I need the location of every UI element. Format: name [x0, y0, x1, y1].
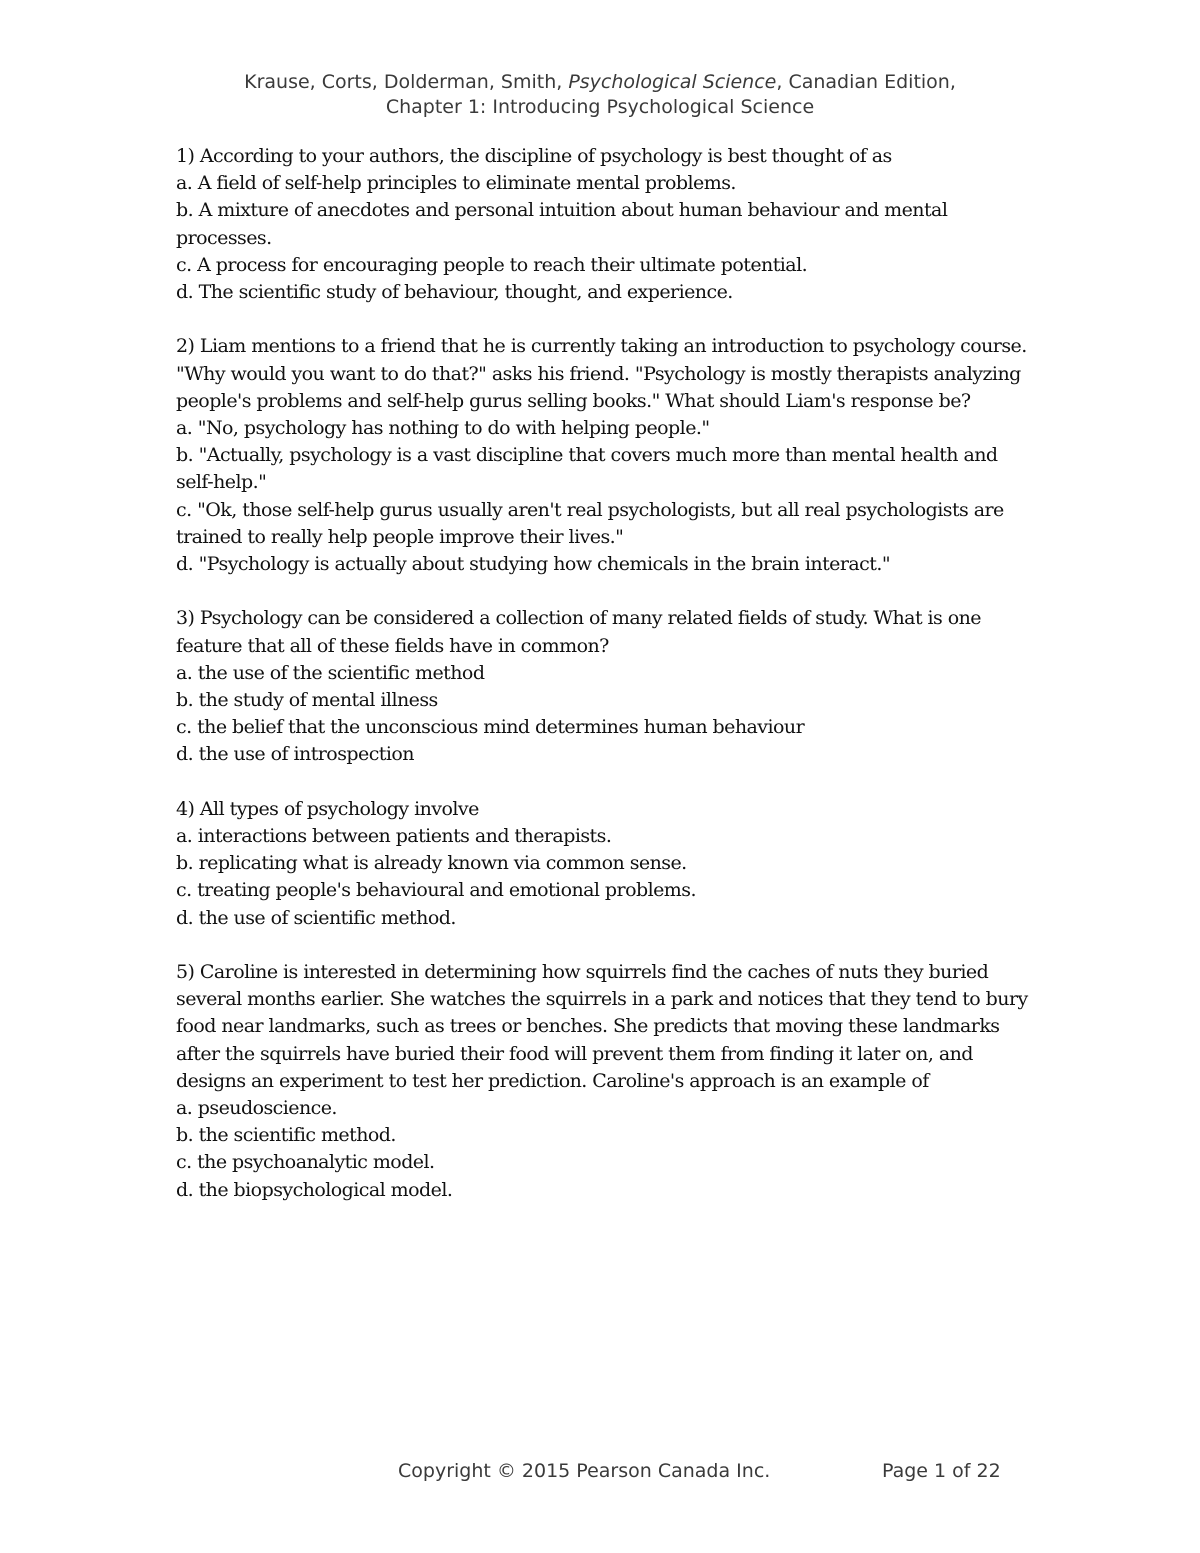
header-authors: Krause, Corts, Dolderman, Smith,: [244, 71, 569, 93]
question-list: [176, 143, 1036, 1231]
answer-option: b. the study of mental illness: [176, 689, 438, 712]
question-stem: 4) All types of psychology involve: [176, 797, 479, 820]
header-book-title: Psychological Science: [568, 71, 777, 93]
answer-option: a. pseudoscience.: [176, 1097, 337, 1120]
document-header: [0, 70, 1200, 120]
question-3: [176, 605, 1036, 768]
answer-option: c. the belief that the unconscious mind determines human behaviour: [176, 716, 805, 739]
answer-option: d. the use of introspection: [176, 743, 414, 766]
question-1: [176, 143, 1036, 306]
answer-option: b. the scientific method.: [176, 1124, 396, 1147]
answer-option: b. replicating what is already known via common sense.: [176, 852, 687, 875]
answer-option: a. the use of the scientific method: [176, 661, 485, 684]
header-citation-line: [0, 70, 1200, 95]
answer-option: a. interactions between patients and therapists.: [176, 825, 612, 848]
question-stem: 3) Psychology can be considered a collection of many related fields of study. What is one feature that all of these fields have in common?: [176, 607, 982, 657]
question-stem: 1) According to your authors, the discipline of psychology is best thought of as: [176, 145, 892, 167]
answer-option: b. A mixture of anecdotes and personal intuition about human behaviour and mental processes.: [176, 199, 948, 249]
question-4: [176, 796, 1036, 932]
document-footer: [0, 1458, 1200, 1484]
answer-option: c. "Ok, those self-help gurus usually aren't real psychologists, but all real psychologists are trained to really help people improve their lives.": [176, 498, 1004, 548]
answer-option: c. the psychoanalytic model.: [176, 1151, 435, 1174]
answer-option: d. "Psychology is actually about studying how chemicals in the brain interact.": [176, 553, 891, 576]
answer-option: d. the biopsychological model.: [176, 1178, 453, 1201]
header-chapter-title: Chapter 1: Introducing Psychological Science: [385, 96, 815, 118]
page-number: Page 1 of 22: [882, 1460, 1001, 1482]
answer-option: c. treating people's behavioural and emotional problems.: [176, 879, 696, 902]
answer-option: c. A process for encouraging people to reach their ultimate potential.: [176, 253, 808, 276]
question-stem: 5) Caroline is interested in determining how squirrels find the caches of nuts they buried several months earlier. She watches the squirrels in a park and notices that they tend to bury food near landmarks, such as trees or benches. She predicts that moving these landmarks after the squirrels have buried their food will prevent them from finding it later on, and designs an experiment to test her prediction. Caroline's approach is an example of: [176, 961, 1028, 1092]
copyright-notice: Copyright © 2015 Pearson Canada Inc.: [398, 1460, 771, 1482]
answer-option: d. The scientific study of behaviour, thought, and experience.: [176, 281, 733, 304]
question-2: [176, 333, 1036, 578]
header-edition: , Canadian Edition,: [776, 71, 956, 93]
answer-option: b. "Actually, psychology is a vast discipline that covers much more than mental health and self-help.": [176, 444, 998, 494]
answer-option: a. "No, psychology has nothing to do with helping people.": [176, 417, 710, 440]
answer-option: a. A field of self-help principles to eliminate mental problems.: [176, 172, 736, 195]
answer-option: d. the use of scientific method.: [176, 906, 456, 929]
question-5: [176, 959, 1036, 1204]
question-stem: 2) Liam mentions to a friend that he is currently taking an introduction to psychology course. "Why would you want to do that?" asks his friend. "Psychology is mostly therapists analyzing people's problems and self-help gurus selling books." What should Liam's response be?: [176, 335, 1027, 412]
